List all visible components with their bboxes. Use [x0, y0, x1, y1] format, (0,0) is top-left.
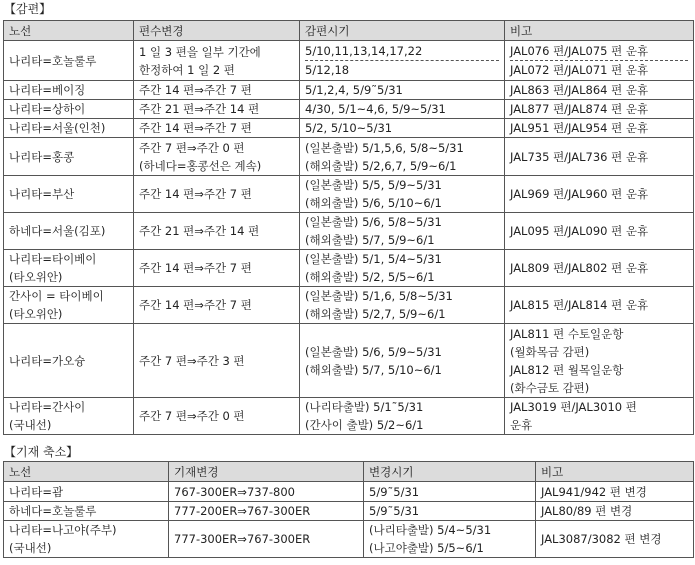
cell-period	[300, 119, 505, 138]
cell-line: 나리타=상하이	[9, 102, 86, 116]
cell-line: (나리타출발) 5/1˜5/31	[305, 400, 424, 414]
cell-line: 5/10,11,13,14,17,22	[305, 42, 499, 61]
header-note: 비고	[505, 21, 694, 41]
cell-note	[505, 81, 694, 100]
cell-line: 5/9˜5/31	[369, 484, 420, 499]
cell-line: 주간 7 편⇒주간 0 편	[139, 409, 245, 423]
cell-line: JAL80/89 편 변경	[541, 504, 633, 518]
cell-change	[134, 287, 300, 324]
cell-line: (일본출발) 5/1,5,6, 5/8~5/31	[305, 140, 464, 155]
cell-note	[505, 176, 694, 213]
cell-line: 나리타=나고야(주부)	[9, 523, 117, 537]
cell-note	[505, 213, 694, 250]
cell-line: 주간 21 편⇒주간 14 편	[139, 224, 260, 238]
cell-line: (일본출발) 5/6, 5/9~5/31	[305, 344, 442, 359]
cell-change	[134, 81, 300, 100]
header-change: 기재변경	[169, 462, 364, 482]
cell-change	[134, 250, 300, 287]
cell-route	[4, 324, 134, 398]
cell-line: (나리타출발) 5/4~5/31	[369, 523, 492, 537]
header-change: 편수변경	[134, 21, 300, 41]
cell-line: 777-300ER⇒767-300ER	[174, 532, 311, 546]
cell-period	[300, 81, 505, 100]
cell-line: (일본출발) 5/1, 5/4~5/31	[305, 252, 442, 266]
cell-route	[4, 398, 134, 435]
cell-route	[4, 81, 134, 100]
cell-line: (해외출발) 5/2,6,7, 5/9~6/1	[305, 158, 457, 173]
cell-line: (월화목금 감편)	[510, 344, 590, 359]
cell-change	[169, 521, 364, 558]
cell-period	[300, 324, 505, 398]
cell-period	[364, 482, 536, 502]
cell-note	[505, 324, 694, 398]
cell-line: JAL815 편/JAL814 편 운휴	[510, 298, 649, 312]
table-row	[4, 138, 694, 176]
cell-route	[4, 119, 134, 138]
cell-line: 간사이 = 타이베이	[9, 289, 104, 303]
cell-note	[505, 287, 694, 324]
cell-period	[300, 287, 505, 324]
cell-line: (일본출발) 5/5, 5/9~5/31	[305, 178, 442, 192]
cell-line: 주간 14 편⇒주간 7 편	[139, 261, 252, 275]
cell-note	[505, 250, 694, 287]
cell-route	[4, 138, 134, 176]
cell-line: JAL072 편/JAL071 편 운휴	[510, 63, 649, 77]
cell-route	[4, 100, 134, 119]
cell-line: 주간 7 편⇒주간 3 편	[139, 353, 245, 368]
cell-line: 5/12,18	[305, 63, 350, 77]
cell-line: 5/9˜5/31	[369, 504, 420, 518]
cell-line: (해외출발) 5/7, 5/9~6/1	[305, 233, 435, 247]
cell-note	[536, 521, 694, 558]
reduction-table	[3, 20, 694, 435]
cell-period	[300, 138, 505, 176]
cell-line: JAL735 편/JAL736 편 운휴	[510, 149, 649, 164]
cell-change	[134, 213, 300, 250]
cell-line: JAL3019 편/JAL3010 편	[510, 400, 637, 414]
table-row	[4, 324, 694, 398]
cell-line: 나리타=타이베이	[9, 252, 97, 266]
cell-line: (해외출발) 5/2,7, 5/9~6/1	[305, 307, 446, 321]
cell-line: 1 일 3 편을 일부 기간에	[139, 44, 261, 59]
cell-line: (일본출발) 5/6, 5/8~5/31	[305, 215, 442, 229]
cell-line: 주간 21 편⇒주간 14 편	[139, 102, 260, 116]
cell-period	[300, 100, 505, 119]
cell-line: 하네다=서울(김포)	[9, 224, 106, 238]
cell-line: 나리타=베이징	[9, 83, 86, 97]
cell-line: (국내선)	[9, 541, 52, 555]
cell-period	[300, 213, 505, 250]
table-row	[4, 100, 694, 119]
table-header-row	[4, 21, 694, 41]
cell-line: (나고야출발) 5/5~6/1	[369, 541, 484, 555]
cell-period	[300, 176, 505, 213]
table-row	[4, 250, 694, 287]
table-row	[4, 287, 694, 324]
cell-line: (일본출발) 5/1,6, 5/8~5/31	[305, 289, 453, 303]
cell-line: (타오위안)	[9, 270, 63, 284]
cell-change	[134, 41, 300, 81]
cell-line: 한정하여 1 일 2 편	[139, 62, 235, 77]
header-period: 변경시기	[364, 462, 536, 482]
cell-line: 주간 14 편⇒주간 7 편	[139, 121, 252, 135]
cell-note	[505, 398, 694, 435]
cell-line: 5/1,2,4, 5/9˜5/31	[305, 83, 403, 97]
cell-line: 777-200ER⇒767-300ER	[174, 504, 311, 518]
table-row	[4, 398, 694, 435]
cell-route	[4, 482, 169, 502]
cell-note	[536, 502, 694, 521]
cell-line: (국내선)	[9, 418, 52, 432]
cell-note	[505, 119, 694, 138]
cell-line: 나리타=부산	[9, 187, 75, 201]
cell-note	[505, 138, 694, 176]
cell-note	[505, 100, 694, 119]
cell-line: 나리타=서울(인천)	[9, 121, 106, 135]
header-route: 노선	[4, 21, 134, 41]
header-route: 노선	[4, 462, 169, 482]
cell-change	[134, 119, 300, 138]
cell-line: 주간 14 편⇒주간 7 편	[139, 187, 252, 201]
cell-change	[134, 100, 300, 119]
cell-line: 나리타=호놀룰루	[9, 53, 97, 68]
cell-line: JAL076 편/JAL075 편 운휴	[510, 42, 688, 61]
cell-change	[134, 398, 300, 435]
cell-route	[4, 176, 134, 213]
cell-line: (간사이 출발) 5/2~6/1	[305, 418, 424, 432]
cell-change	[169, 502, 364, 521]
cell-note	[536, 482, 694, 502]
cell-line: JAL877 편/JAL874 편 운휴	[510, 102, 649, 116]
aircraft-table	[3, 461, 694, 558]
section1-title: 【감편】	[4, 2, 52, 16]
cell-route	[4, 521, 169, 558]
cell-line: 5/2, 5/10~5/31	[305, 121, 393, 135]
table-row	[4, 81, 694, 100]
cell-line: JAL863 편/JAL864 편 운휴	[510, 83, 649, 97]
cell-line: (타오위안)	[9, 307, 63, 321]
cell-line: JAL969 편/JAL960 편 운휴	[510, 187, 649, 201]
cell-line: JAL811 편 수토일운항	[510, 326, 624, 341]
cell-line: 나리타=간사이	[9, 400, 86, 414]
cell-line: JAL951 편/JAL954 편 운휴	[510, 121, 649, 135]
header-note: 비고	[536, 462, 694, 482]
cell-line: JAL095 편/JAL090 편 운휴	[510, 224, 649, 238]
cell-line: 주간 7 편⇒주간 0 편	[139, 140, 245, 155]
cell-line: 하네다=호놀룰루	[9, 504, 97, 518]
cell-line: (해외출발) 5/2, 5/5~6/1	[305, 270, 435, 284]
table-row	[4, 213, 694, 250]
cell-line: 나리타=홍콩	[9, 149, 75, 164]
table-row	[4, 502, 694, 521]
cell-route	[4, 213, 134, 250]
cell-line: 운휴	[510, 418, 533, 432]
cell-line: (화수금토 감편)	[510, 380, 590, 395]
cell-route	[4, 287, 134, 324]
cell-route	[4, 502, 169, 521]
cell-note	[505, 41, 694, 81]
cell-change	[134, 324, 300, 398]
cell-route	[4, 250, 134, 287]
cell-line: JAL812 편 월목일운항	[510, 362, 624, 377]
cell-line: (하네다=홍콩선은 계속)	[139, 158, 262, 173]
cell-line: 주간 14 편⇒주간 7 편	[139, 83, 252, 97]
table-row	[4, 176, 694, 213]
cell-line: 주간 14 편⇒주간 7 편	[139, 298, 252, 312]
cell-line: (해외출발) 5/7, 5/10~6/1	[305, 362, 442, 377]
table-row	[4, 482, 694, 502]
table-row	[4, 521, 694, 558]
cell-change	[134, 176, 300, 213]
cell-line: 4/30, 5/1~4,6, 5/9~5/31	[305, 102, 446, 116]
table-row	[4, 41, 694, 81]
cell-line: JAL941/942 편 변경	[541, 484, 647, 499]
cell-route	[4, 41, 134, 81]
cell-change	[169, 482, 364, 502]
cell-line: 나리타=가오슝	[9, 353, 86, 368]
cell-change	[134, 138, 300, 176]
cell-line: JAL809 편/JAL802 편 운휴	[510, 261, 649, 275]
cell-period	[364, 521, 536, 558]
cell-period	[300, 398, 505, 435]
cell-period	[300, 41, 505, 81]
cell-period	[364, 502, 536, 521]
table-row	[4, 119, 694, 138]
section2-title: 【기재 축소】	[4, 445, 79, 459]
cell-period	[300, 250, 505, 287]
cell-line: 767-300ER⇒737-800	[174, 484, 295, 499]
header-period: 감편시기	[300, 21, 505, 41]
cell-line: (해외출발) 5/6, 5/10~6/1	[305, 196, 442, 210]
cell-line: 나리타=괌	[9, 484, 64, 499]
table-header-row	[4, 462, 694, 482]
cell-line: JAL3087/3082 편 변경	[541, 532, 662, 546]
